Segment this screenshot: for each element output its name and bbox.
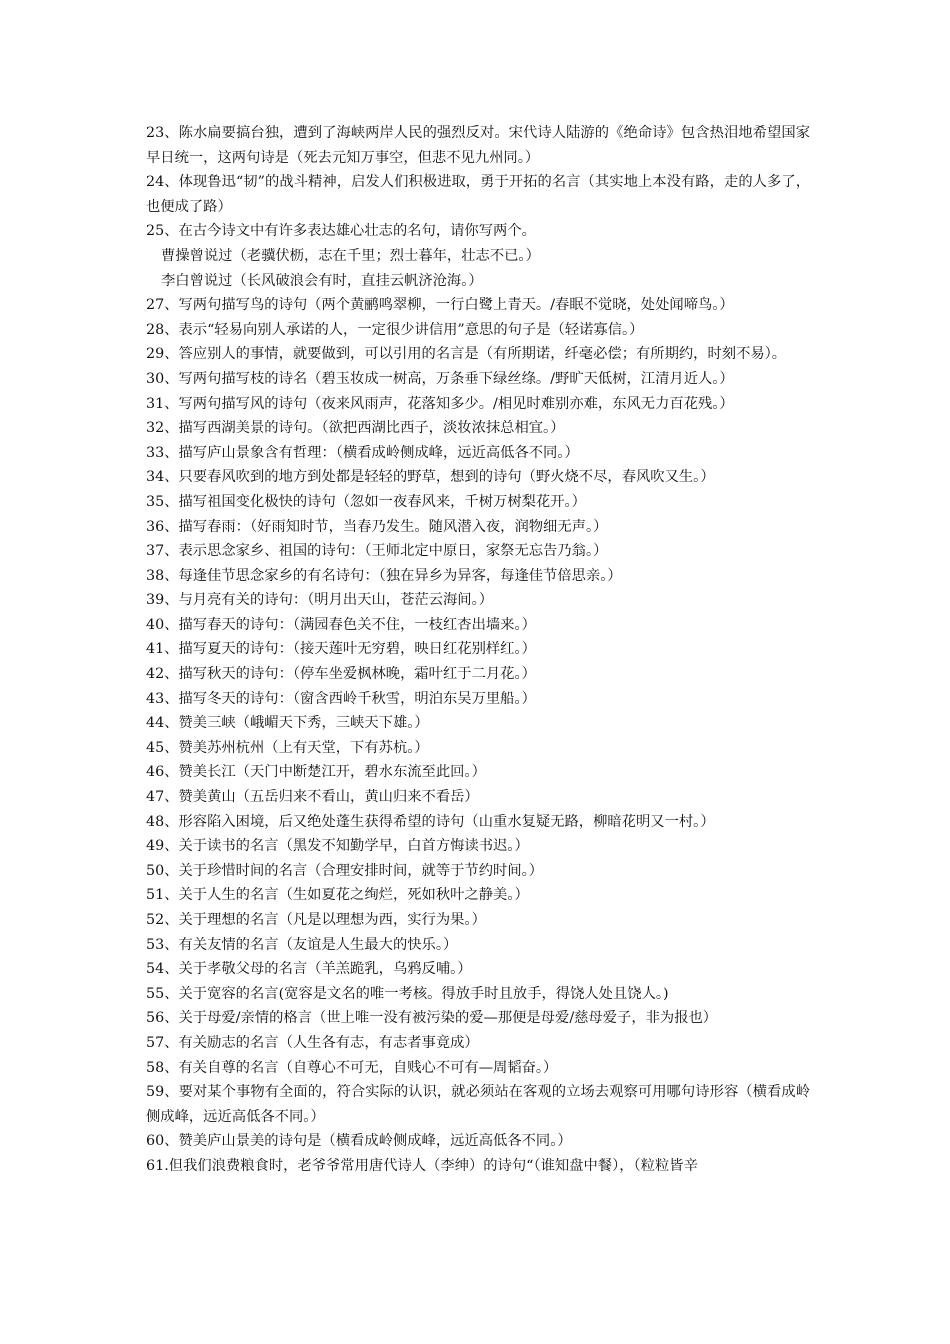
paragraph-39: 39、与月亮有关的诗句：（明月出天山，苍茫云海间。） (146, 592, 494, 609)
paragraph-33: 33、描写庐山景象含有哲理：（横看成岭侧成峰，远近高低各不同。） (146, 444, 579, 461)
paragraph-51: 51、关于人生的名言（生如夏花之绚烂，死如秋叶之静美。） (146, 887, 529, 904)
paragraph-53: 53、有关友情的名言（友谊是人生最大的快乐。） (146, 936, 458, 953)
paragraph-40: 40、描写春天的诗句：（满园春色关不住，一枝红杏出墙来。） (146, 616, 536, 633)
paragraph-25-caocao: 曹操曾说过（老骥伏枥，志在千里；烈士暮年，壮志不已。） (161, 247, 540, 264)
paragraph-30: 30、写两句描写枝的诗名（碧玉妆成一树高，万条垂下绿丝绦。/野旷天低树，江清月近人。） (146, 370, 734, 387)
paragraph-37: 37、表示思念家乡、祖国的诗句：（王师北定中原日，家祭无忘告乃翁。） (146, 543, 608, 560)
paragraph-52: 52、关于理想的名言（凡是以理想为西，实行为果。） (146, 912, 486, 928)
paragraph-50: 50、关于珍惜时间的名言（合理安排时间，就等于节约时间。） (146, 862, 544, 879)
document-page (146, 121, 810, 1179)
paragraph-60: 60、赞美庐山景美的诗句是（横看成岭侧成峰，远近高低各不同。） (146, 1133, 572, 1150)
paragraph-55: 55、关于宽容的名言(宽容是文名的唯一考核。得放手时且放手，得饶人处且饶人。) (146, 985, 669, 1002)
paragraph-49: 49、关于读书的名言（黑发不知勤学早，白首方悔读书迟。） (146, 838, 529, 855)
paragraph-23: 23、陈水扁要搞台独，遭到了海峡两岸人民的强烈反对。宋代诗人陆游的《绝命诗》包含热泪地希望国家早日统一，这两句诗是（死去元知万事空，但悲不见九州同。） (146, 125, 810, 166)
paragraph-25-libai: 李白曾说过（长风破浪会有时，直挂云帆济沧海。） (161, 272, 483, 289)
paragraph-59: 59、要对某个事物有全面的，符合实际的认识，就必须站在客观的立场去观察可用哪句诗形容（横看成岭侧成峰，远近高低各不同。） (146, 1084, 810, 1125)
paragraph-46: 46、赞美长江（天门中断楚江开，碧水东流至此回。） (146, 764, 486, 781)
paragraph-57: 57、有关励志的名言（人生各有志，有志者事竟成） (146, 1034, 479, 1051)
paragraph-24: 24、体现鲁迅“韧”的战斗精神，启发人们积极进取，勇于开拓的名言（其实地上本没有路，走的人多了，也便成了路） (146, 174, 810, 215)
paragraph-29: 29、答应别人的事情，就要做到，可以引用的名言是（有所期诺，纤毫必偿；有所期约，时刻不易）。 (146, 346, 787, 363)
paragraph-35: 35、描写祖国变化极快的诗句（忽如一夜春风来，千树万树梨花开。） (146, 493, 586, 510)
paragraph-58: 58、有关自尊的名言（自尊心不可无，自贱心不可有—周韬奋。） (146, 1059, 558, 1076)
paragraph-34: 34、只要春风吹到的地方到处都是轻轻的野草，想到的诗句（野火烧不尽，春风吹又生。） (146, 469, 715, 486)
paragraph-42: 42、描写秋天的诗句：（停车坐爱枫林晚，霜叶红于二月花。） (146, 666, 536, 683)
paragraph-25: 25、在古今诗文中有许多表达雄心壮志的名句，请你写两个。 (146, 223, 536, 240)
paragraph-47: 47、赞美黄山（五岳归来不看山，黄山归来不看岳） (146, 789, 479, 806)
paragraph-45: 45、赞美苏州杭州（上有天堂，下有苏杭。） (146, 739, 429, 756)
paragraph-32: 32、描写西湖美景的诗句。（欲把西湖比西子，淡妆浓抹总相宜。） (146, 420, 565, 437)
paragraph-27: 27、写两句描写鸟的诗句（两个黄鹂鸣翠柳，一行白鹭上青天。/春眠不觉晓，处处闻啼鸟。） (146, 297, 734, 314)
paragraph-56: 56、关于母爱/亲情的格言（世上唯一没有被污染的爱—那便是母爱/慈母爱子，非为报也） (146, 1010, 718, 1027)
paragraph-41: 41、描写夏天的诗句：（接天莲叶无穷碧，映日红花别样红。） (146, 641, 536, 658)
paragraph-38: 38、每逢佳节思念家乡的有名诗句：（独在异乡为异客，每逢佳节倍思亲。） (146, 567, 622, 584)
paragraph-28: 28、表示“轻易向别人承诺的人，一定很少讲信用”意思的句子是（轻诺寡信。） (146, 321, 644, 338)
paragraph-48: 48、形容陷入困境，后又绝处蓬生获得希望的诗句（山重水复疑无路，柳暗花明又一村。） (146, 813, 715, 830)
paragraph-54: 54、关于孝敬父母的名言（羊羔跪乳，乌鸦反哺。） (146, 961, 472, 978)
paragraph-43: 43、描写冬天的诗句：（窗含西岭千秋雪，明泊东吴万里船。） (146, 690, 536, 707)
paragraph-31: 31、写两句描写风的诗句（夜来风雨声，花落知多少。/相见时难别亦难，东风无力百花残。） (146, 395, 734, 412)
paragraph-61: 61.但我们浪费粮食时，老爷爷常用唐代诗人（李绅）的诗句“（谁知盘中餐），（粒粒皆辛 (146, 1157, 698, 1174)
paragraph-44: 44、赞美三峡（峨嵋天下秀，三峡天下雄。） (146, 715, 429, 732)
paragraph-36: 36、描写春雨：（好雨知时节，当春乃发生。随风潜入夜，润物细无声。） (146, 518, 608, 535)
